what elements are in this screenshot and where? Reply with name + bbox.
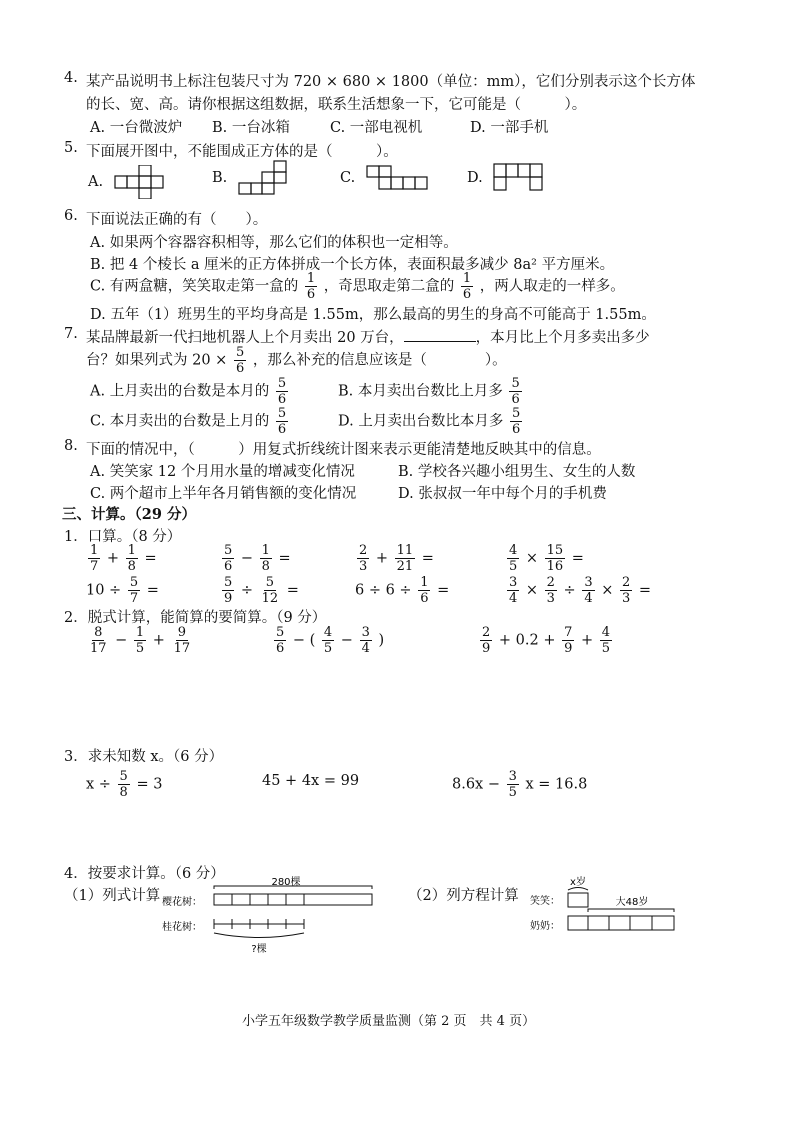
equation-3-text-2: x = 16.8: [525, 776, 588, 793]
q7-line1: [86, 326, 650, 347]
fraction-denominator: 6: [511, 392, 520, 407]
q5-option-c-label: C.: [340, 170, 356, 186]
part-1-title: 1．口算。（8 分）: [64, 529, 182, 545]
fraction-denominator: 6: [462, 287, 472, 302]
cube-net-b: [238, 160, 288, 196]
fraction-denominator: 6: [277, 422, 287, 437]
diagram2-more-brace: [588, 909, 674, 912]
q7-option-d-fraction: [510, 407, 522, 436]
answer-blank[interactable]: [404, 329, 476, 342]
q6-fraction-1: [305, 272, 317, 301]
q7-option-c: [90, 407, 290, 436]
step-calc-2: $\frac{5}{6}$ − ( $\frac{4}{5}$ − $\frac{3}{4}$ ): [276, 625, 385, 656]
q7-fraction: [234, 346, 246, 375]
oral-calc-3: $\frac{2}{3}$ + $\frac{11}{21}$ =: [359, 543, 434, 574]
q7-line2-text-2: ，那么补充的信息应该是（ ）。: [252, 352, 507, 369]
q5-option-b-label: B.: [212, 170, 228, 186]
q7-line2: [86, 346, 507, 375]
diagram2-more-label: 大48岁: [615, 897, 649, 908]
cube-net-c: [366, 165, 432, 191]
section-3-title: 三、计算。（29 分）: [62, 506, 196, 523]
step-calc-3: $\frac{2}{9}$ + 0.2 + $\frac{7}{9}$ + $\frac{4}{5}$: [482, 625, 611, 656]
q7-option-d: [338, 407, 524, 436]
diagram1-total-label: 280棵: [271, 877, 301, 888]
fraction-numerator: 5: [511, 376, 520, 391]
equation-1-text-1: x ÷: [86, 776, 111, 793]
q6-fraction-2: [461, 272, 473, 301]
oral-calc-2: $\frac{5}{6}$ − $\frac{1}{8}$ =: [224, 543, 291, 574]
equation-3: 8.6x − $\frac{3}{5}$ x = 16.8: [452, 769, 588, 800]
diagram2-grandma-bar: [568, 916, 674, 930]
q5-option-d: [467, 163, 547, 193]
fraction-denominator: 6: [306, 287, 316, 302]
sub-question-1-title: （1）列式计算: [64, 888, 161, 904]
segment-diagram-ages: [528, 874, 678, 938]
cube-net-a: [114, 165, 170, 199]
q6-option-c-text-3: ，两人取走的一样多。: [479, 278, 625, 295]
q8-text: 下面的情况中，（ ）用复式折线统计图来表示更能清楚地反映其中的信息。: [86, 442, 601, 458]
fraction-denominator: 6: [277, 392, 287, 407]
q4-line1: 某产品说明书上标注包装尺寸为 720 × 680 × 1800（单位：mm），它们分别表示这个长方体: [86, 74, 696, 90]
equation-1: x ÷ $\frac{5}{8}$ = 3: [86, 769, 163, 800]
q8-option-d: D. 张叔叔一年中每个月的手机费: [398, 486, 607, 502]
q6-option-c-text-2: ，奇思取走第二盒的: [323, 278, 455, 295]
fraction-numerator: 5: [277, 376, 287, 391]
oral-calc-7: 6 ÷ 6 ÷ $\frac{1}{6}$ =: [355, 575, 450, 606]
fraction-numerator: 5: [235, 345, 245, 360]
page-footer: 小学五年级数学教学质量监测（第 2 页 共 4 页）: [242, 1014, 536, 1029]
q6-option-c-text-1: C. 有两盒糖，笑笑取走第一盒的: [90, 278, 299, 295]
diagram2-x-label: x岁: [570, 877, 586, 888]
q7-option-a-text: A. 上月卖出的台数是本月的: [90, 383, 270, 400]
part-4-title: 4．按要求计算。（6 分）: [64, 866, 225, 882]
q7-line2-text-1: 台？如果列式为 20 ×: [86, 352, 228, 369]
fraction-numerator: 1: [306, 271, 316, 286]
q7-option-b-text: B. 本月卖出台数比上月多: [338, 383, 503, 400]
q7-option-a-fraction: [276, 377, 288, 406]
oral-calc-4: $\frac{4}{5}$ × $\frac{15}{16}$ =: [509, 543, 584, 574]
q5-option-c: [340, 165, 432, 191]
oral-calc-8: $\frac{3}{4}$ × $\frac{2}{3}$ ÷ $\frac{3}{4}$ × $\frac{2}{3}$ =: [509, 575, 652, 606]
diagram1-row1-label: 樱花树：: [162, 897, 202, 908]
q5-number: 5.: [64, 140, 78, 156]
fraction-numerator: 5: [277, 406, 287, 421]
oral-calc-6: $\frac{5}{9}$ ÷ $\frac{5}{12}$ =: [224, 575, 299, 606]
sub-question-2-title: （2）列方程计算: [408, 888, 519, 904]
diagram1-osmanthus-bar: [214, 919, 304, 938]
q4-option-c: C. 一部电视机: [330, 120, 423, 136]
equation-2: 45 + 4x = 99: [262, 773, 360, 789]
oral-calc-5: 10 ÷ $\frac{5}{7}$ =: [86, 575, 159, 606]
diagram1-cherry-bar: [214, 894, 372, 905]
q6-text: 下面说法正确的有（ ）。: [86, 212, 268, 228]
q5-option-a-label: A.: [88, 174, 104, 190]
q7-option-b-fraction: [509, 377, 521, 406]
equation-1-text-2: = 3: [136, 776, 163, 793]
q7-option-c-fraction: [276, 407, 288, 436]
fraction-numerator: 1: [462, 271, 472, 286]
q8-option-a: A. 笑笑家 12 个月用水量的增减变化情况: [90, 464, 355, 480]
diagram1-question-label: ?棵: [251, 944, 267, 955]
q4-option-a: A. 一台微波炉: [90, 120, 183, 136]
q4-line2: 的长、宽、高。请你根据这组数据，联系生活想象一下，它可能是（ ）。: [86, 97, 587, 113]
q4-option-b: B. 一台冰箱: [212, 120, 290, 136]
segment-diagram-trees: [160, 874, 384, 958]
q5-option-b: [212, 160, 288, 196]
cube-net-d: [493, 163, 547, 193]
q5-option-d-label: D.: [467, 170, 483, 186]
q8-option-c: C. 两个超市上半年各月销售额的变化情况: [90, 486, 357, 502]
q8-number: 8.: [64, 438, 78, 454]
diagram2-xiaoxiao-bar: [568, 893, 588, 907]
q6-number: 6.: [64, 208, 78, 224]
q5-text: 下面展开图中，不能围成正方体的是（ ）。: [86, 144, 398, 160]
oral-calc-1: $\frac{1}{7}$ + $\frac{1}{8}$ =: [90, 543, 157, 574]
part-2-title: 2．脱式计算，能简算的要简算。（9 分）: [64, 610, 327, 626]
q5-option-a: [88, 165, 170, 199]
q7-option-b: [338, 377, 524, 406]
part-3-title: 3．求未知数 x。（6 分）: [64, 749, 224, 765]
q4-number: 4.: [64, 70, 78, 86]
q7-number: 7.: [64, 326, 78, 342]
q8-option-b: B. 学校各兴趣小组男生、女生的人数: [398, 464, 636, 480]
q6-option-a: A. 如果两个容器容积相等，那么它们的体积也一定相等。: [90, 235, 458, 251]
fraction-denominator: 6: [511, 422, 521, 437]
equation-3-text-1: 8.6x −: [452, 776, 500, 793]
q7-line1-text-1: 某品牌最新一代扫地机器人上个月卖出 20 万台，: [86, 330, 404, 346]
q6-option-b: B. 把 4 个棱长 a 厘米的正方体拼成一个长方体，表面积最多减少 8a² 平方厘米。: [90, 257, 615, 273]
q4-option-d: D. 一部手机: [470, 120, 549, 136]
q6-option-d: D. 五年（1）班男生的平均身高是 1.55m，那么最高的男生的身高不可能高于 1.55m。: [90, 307, 656, 323]
q7-line1-text-2: ，本月比上个月多卖出多少: [475, 330, 650, 346]
step-calc-1: $\frac{8}{17}$ − $\frac{1}{5}$ + $\frac{9}{17}$: [90, 625, 191, 656]
q6-option-c: [90, 272, 625, 301]
q7-option-c-text: C. 本月卖出的台数是上月的: [90, 413, 270, 430]
fraction-denominator: 6: [235, 361, 245, 376]
q7-option-a: [90, 377, 290, 406]
diagram2-row1-label: 笑笑：: [530, 896, 560, 907]
fraction-numerator: 5: [511, 406, 521, 421]
diagram2-row2-label: 奶奶：: [530, 921, 560, 932]
diagram1-row2-label: 桂花树：: [162, 922, 202, 933]
q7-option-d-text: D. 上月卖出台数比本月多: [338, 413, 504, 430]
